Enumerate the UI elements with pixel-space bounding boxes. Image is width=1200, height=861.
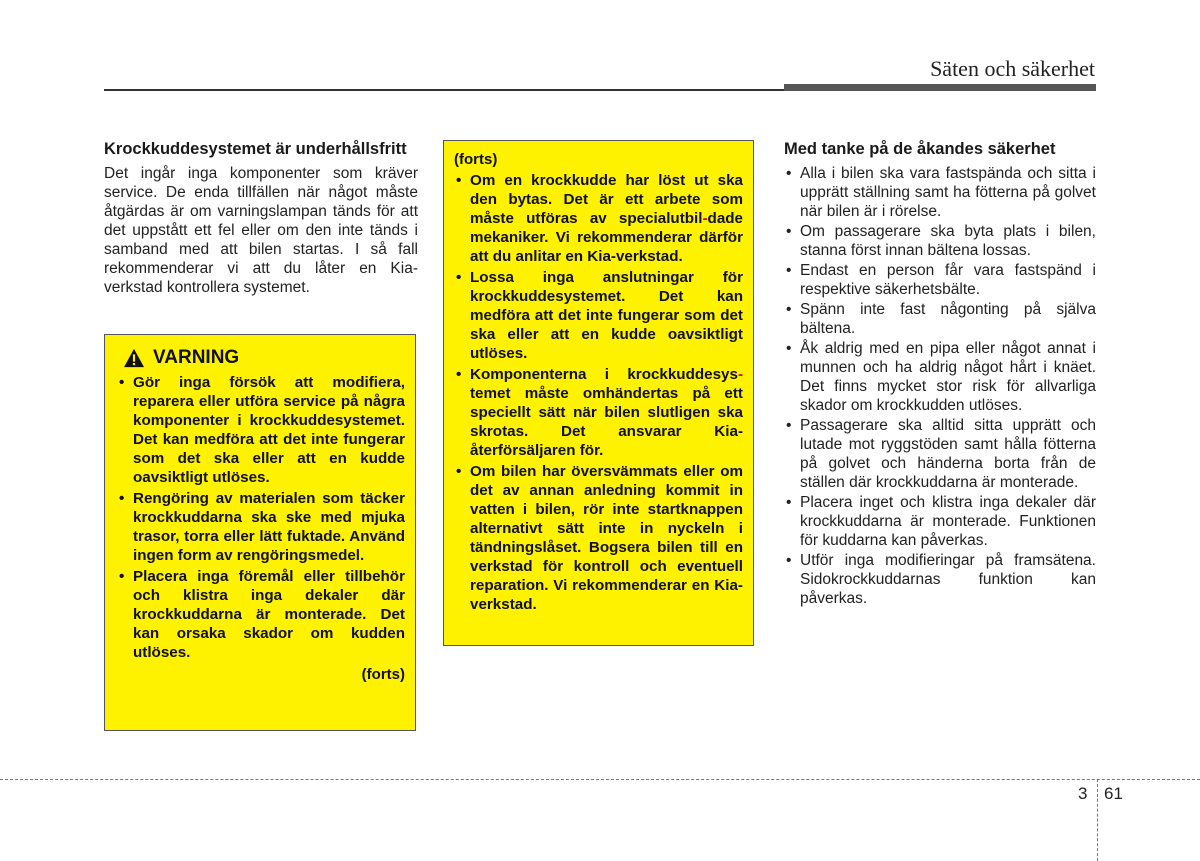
warning-continued-box xyxy=(443,140,754,646)
right-column xyxy=(784,140,1096,609)
list-item: • Lossa inga anslutningar för krockkuddesystemet. Det kan medföra att det inte fungerar som det ska eller att en kudde oavsiktligt utlöses. xyxy=(456,269,743,362)
list-item: • Placera inget och klistra inga dekaler där krockkuddarna är monterade. Funktionen för kuddarna kan påverkas. xyxy=(786,494,1096,549)
safety-list xyxy=(784,164,1096,608)
warning-continued-list xyxy=(454,171,743,614)
list-item: • Gör inga försök att modifiera, reparera eller utföra service på några komponenter i krockkuddesystemet. Det kan medföra att det inte fungerar som det ska eller att en kudde oavsiktligt utlöses. xyxy=(119,374,405,486)
warning-box xyxy=(104,334,416,731)
list-item: • Placera inga föremål eller tillbehör och klistra inga dekaler där krockkuddarna är monterade. Det kan orsaka skador om kudden utlöses. xyxy=(119,568,405,661)
list-item: • Endast en person får vara fastspänd i respektive säkerhetsbälte. xyxy=(786,262,1096,298)
continued-label: (forts) xyxy=(454,151,498,168)
continued-label: (forts) xyxy=(361,666,405,683)
footer-divider xyxy=(1097,779,1098,861)
list-item: • Åk aldrig med en pipa eller något annat i munnen och ha aldrig något hårt i knäet. Det finns mycket stor risk för allvarliga skador om krockkudden utlöses. xyxy=(786,340,1096,414)
list-item: • Alla i bilen ska vara fastspända och sitta i upprätt ställning samt ha fötterna på golvet när bilen är i rörelse. xyxy=(786,165,1096,220)
list-item: • Om en krockkudde har löst ut ska den bytas. Det är ett arbete som måste utföras av specialutbil-dade mekaniker. Vi rekommenderar därför att du anlitar en Kia-verkstad. xyxy=(456,172,743,265)
list-item: • Passagerare ska alltid sitta upprätt och lutade mot ryggstöden samt hålla fötterna på golvet och händerna borta från de ställen där krockkuddarna är monterade. xyxy=(786,417,1096,491)
page-number: 61 xyxy=(1104,784,1123,803)
header-rule-accent xyxy=(784,84,1096,91)
list-item: • Komponenterna i krockkuddesys-temet måste omhändertas på ett speciellt sätt när bilen slutligen ska skrotas. Det ansvarar Kia-återförsäljaren för. xyxy=(456,366,743,459)
warning-header xyxy=(123,347,405,369)
list-item: • Om bilen har översvämmats eller om det av annan anledning kommit in vatten i bilen, rör inte startknappen alternativt sätt inte in nyckeln i tändningslåset. Bogsera bilen till en verkstad för kontroll och eventuell reparation. Vi rekommenderar en Kia-verkstad. xyxy=(456,463,743,613)
header-rule xyxy=(104,89,784,91)
footer-rule xyxy=(0,779,1200,780)
left-body-text: Det ingår inga komponenter som kräver service. De enda tillfällen när något måste åtgärdas är om varningslampan tänds för att det uppstått ett fel eller om den inte tänds i samband med att bilen startas. I så fall rekommenderar vi att du låter en Kia-verkstad kontrollera systemet. xyxy=(104,165,418,296)
warning-label: VARNING xyxy=(153,347,240,368)
warning-list xyxy=(117,373,405,662)
list-item: • Rengöring av materialen som täcker krockkuddarna ska ske med mjuka trasor, torra eller lätt fuktade. Använd ingen form av rengöringsmedel. xyxy=(119,490,405,564)
warning-triangle-icon xyxy=(123,348,145,368)
left-column xyxy=(104,140,418,297)
section-title: Säten och säkerhet xyxy=(930,56,1095,81)
list-item: • Utför inga modifieringar på framsätena. Sidokrockkuddarnas funktion kan påverkas. xyxy=(786,552,1096,607)
list-item: • Om passagerare ska byta plats i bilen, stanna först innan bältena lossas. xyxy=(786,223,1096,259)
left-heading: Krockkuddesystemet är underhållsfritt xyxy=(104,140,407,158)
list-item: • Spänn inte fast någonting på själva bältena. xyxy=(786,301,1096,337)
chapter-number: 3 xyxy=(1078,784,1088,803)
right-heading: Med tanke på de åkandes säkerhet xyxy=(784,140,1056,158)
